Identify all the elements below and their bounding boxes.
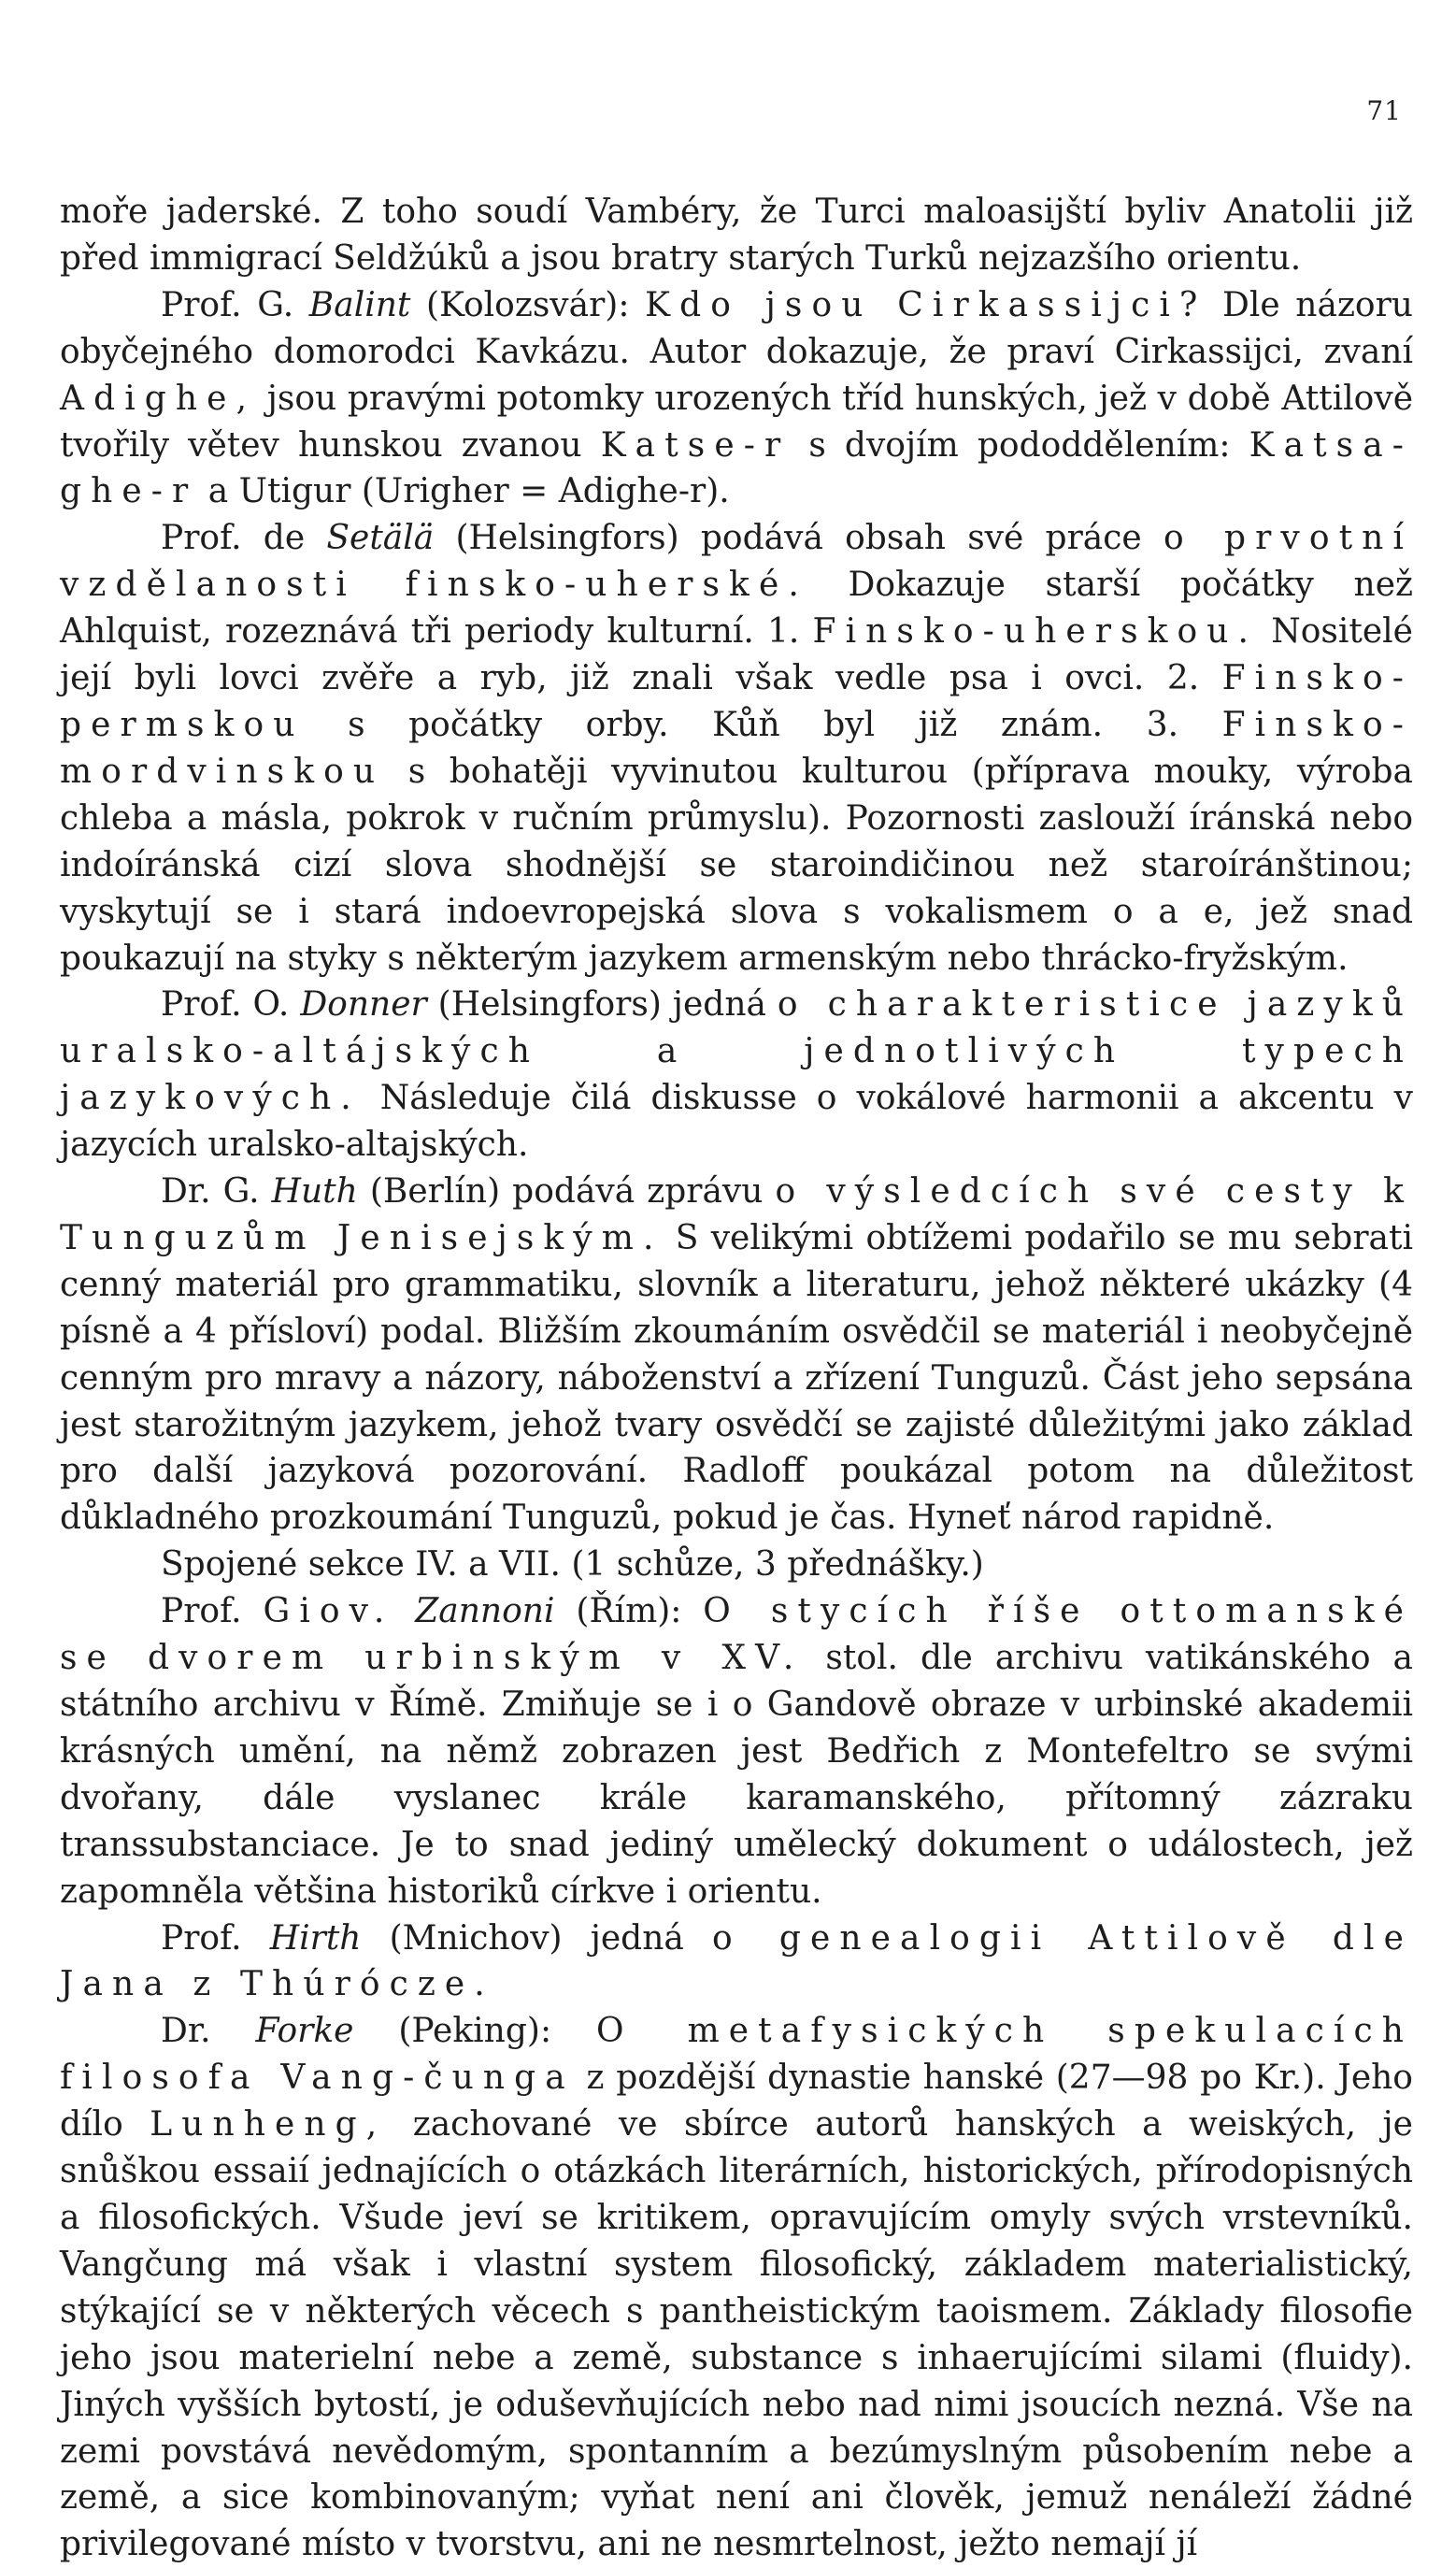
- text-run: S velikými obtížemi podařilo se mu sebrati cenný materiál pro grammatiku, slovník a literaturu, jehož některé ukázky (4 písně a 4 přísloví) podal. Bližším zkoumáním osvědčil se materiál i neobyčejně cenným pro mravy a názory, náboženství a zřízení Tunguzů. Část jeho sepsána jest starožitným jazykem, jehož tvary osvědčí se zajisté důležitými jako základ pro další jazyková pozorování. Radloff poukázal potom na důležitost důkladného prozkoumání Tunguzů, pokud je čas. Hyneť národ rapidně.: [60, 1218, 1414, 1538]
- spaced-title: o genealogii Attilově dle Jana z Thúrócze.: [60, 1918, 1413, 2004]
- paragraph-3: [60, 515, 1413, 982]
- author-name: Huth: [271, 1172, 358, 1212]
- paragraph-9: [60, 2008, 1413, 2568]
- text-run: (Řím):: [554, 1592, 704, 1631]
- author-name: Forke: [255, 2012, 354, 2051]
- text-run: (Mnichov) jedná: [361, 1918, 712, 1958]
- paragraph-8: [60, 1915, 1413, 2009]
- text-run: Prof. O.: [161, 985, 301, 1025]
- section-heading: Spojené sekce IV. a VII. (1 schůze, 3 přednášky.): [161, 1545, 984, 1585]
- text-run: Následuje čilá diskusse o vokálové harmonii a akcentu v jazycích uralsko-altajských.: [60, 1079, 1413, 1165]
- text-run: Prof.: [161, 1592, 264, 1631]
- spaced-title: o charakteristice jazyků uralsko-altájských a jednotlivých typech jazykových.: [60, 985, 1414, 1118]
- text-run: [393, 1592, 415, 1630]
- spaced-title: Kdo jsou Cirkassijci?: [645, 285, 1207, 324]
- text-run: Prof. de: [161, 519, 327, 558]
- text-run: Prof. G.: [161, 285, 309, 324]
- text-run: a Utigur (Urigher = Adighe-r).: [197, 472, 730, 511]
- spaced-title: o prvotní vzdělanosti finsko-uherské.: [60, 519, 1413, 605]
- paragraph-1: [60, 189, 1413, 282]
- spaced-title: O stycích říše ottomanské se dvorem urbinským v XV.: [60, 1592, 1413, 1678]
- spaced-term: Finsko-mordvinskou: [60, 705, 1413, 791]
- text-run: (Helsingfors) jedná: [426, 985, 778, 1025]
- spaced-term: Katse-r: [600, 425, 791, 465]
- text-run: z pozdější dynastie hanské (27—98 po Kr.). Jeho dílo: [60, 2059, 1413, 2145]
- text-run: jsou pravými potomky urozených tříd hunských, jež v době Attilově tvořily větev hunskou zvanou: [60, 379, 1413, 465]
- paragraph-5: [60, 1169, 1413, 1542]
- author-name: Donner: [300, 985, 427, 1025]
- author-name: Balint: [308, 285, 411, 324]
- paragraph-6: [60, 1542, 1413, 1588]
- text-run: (Peking):: [353, 2012, 596, 2051]
- paragraph-2: [60, 282, 1413, 516]
- text-run: Dokazuje starší počátky než Ahlquist, rozeznává tři periody kulturní. 1.: [60, 566, 1414, 652]
- text-run: s bohatěji vyvinutou kulturou (příprava mouky, výroba chleba a másla, pokrok v ručním průmyslu). Pozornosti zaslouží íránská nebo indoíránská cizí slova shodnější se staroindičinou než staroíránštinou; vyskytují se i stará indoevropejská slova s vokalismem o a e, jež snad poukazují na styky s některým jazykem armenským nebo thrácko-fryžským.: [60, 752, 1413, 978]
- text-run: (Berlín) podává zprávu: [357, 1172, 776, 1212]
- spaced-title: o výsledcích své cesty k Tunguzům Jenisejským.: [60, 1172, 1413, 1257]
- text-run: s počátky orby. Kůň byl již znám. 3.: [304, 705, 1222, 744]
- spaced-term: Giov.: [263, 1592, 394, 1631]
- author-name: Setälä: [326, 519, 435, 558]
- paragraph-7: [60, 1588, 1413, 1915]
- text-run: s dvojím pododdělením:: [790, 425, 1249, 465]
- body-text: [60, 189, 1413, 2568]
- author-name: Zannoni: [415, 1592, 555, 1631]
- text-run: Dr.: [161, 2012, 256, 2051]
- text-run: stol. dle archivu vatikánského a státního archivu v Římě. Zmiňuje se i o Gandově obraze v urbinské akademii krásných umění, na němž zobrazen jest Bedřich z Montefeltro se svými dvořany, dále vyslanec krále karamanského, přítomný zázraku transsubstanciace. Je to snad jediný umělecký dokument o událostech, jež zapomněla většina historiků církve i orientu.: [60, 1639, 1413, 1911]
- spaced-term: Finsko-uherskou.: [812, 612, 1259, 652]
- text-run: Nositelé její byli lovci zvěře a ryb, již znali však vedle psa i ovci. 2.: [60, 612, 1413, 698]
- author-name: Hirth: [269, 1918, 362, 1958]
- text-run: zachované ve sbírce autorů hanských a weiských, je snůškou essaií jednajících o otázkách literárních, historických, přírodopisných a filosofických. Všude jeví se kritikem, opravujícím omyly svých vrstevníků. Vangčung má však i vlastní system filosofický, základem materialistický, stýkající se v některých věcech s pantheistickým taoismem. Základy filosofie jeho jsou materielní nebe a země, substance s inhaerujícími silami (fluidy). Jiných vyšších bytostí, je oduševňujících nebo nad nimi jsoucích nezná. Vše na zemi povstává nevědomým, spontanním a bezúmyslným působením nebe a země, a sice kombinovaným; vyňat není ani člověk, jemuž nenáleží žádné privilegované místo v tvorstvu, ani ne nesmrtelnost, ježto nemají jí: [60, 2105, 1413, 2564]
- spaced-term: Finsko-permskou: [60, 659, 1413, 744]
- spaced-term: Adighe,: [60, 379, 257, 418]
- text-run: Dle názoru obyčejného domorodci Kavkázu. Autor dokazuje, že praví Cirkassijci, zvaní: [60, 285, 1413, 371]
- text-run: (Helsingfors) podává obsah své práce: [434, 519, 1163, 558]
- spaced-title: O metafysických spekulacích filosofa Vang-čunga: [60, 2012, 1413, 2098]
- text-run: (Kolozsvár):: [410, 285, 646, 324]
- page-number: 71: [1366, 95, 1402, 126]
- text-run: moře jaderské. Z toho soudí Vambéry, že Turci maloasijští byliv Anatolii již před immigrací Seldžúků a jsou bratry starých Turků nejzazšího orientu.: [60, 193, 1413, 278]
- spaced-term: Lunheng,: [150, 2105, 387, 2145]
- text-run: Dr. G.: [161, 1172, 272, 1212]
- spaced-term: Katsa-ghe-r: [60, 425, 1413, 511]
- paragraph-4: [60, 982, 1413, 1169]
- text-run: Prof.: [161, 1918, 270, 1958]
